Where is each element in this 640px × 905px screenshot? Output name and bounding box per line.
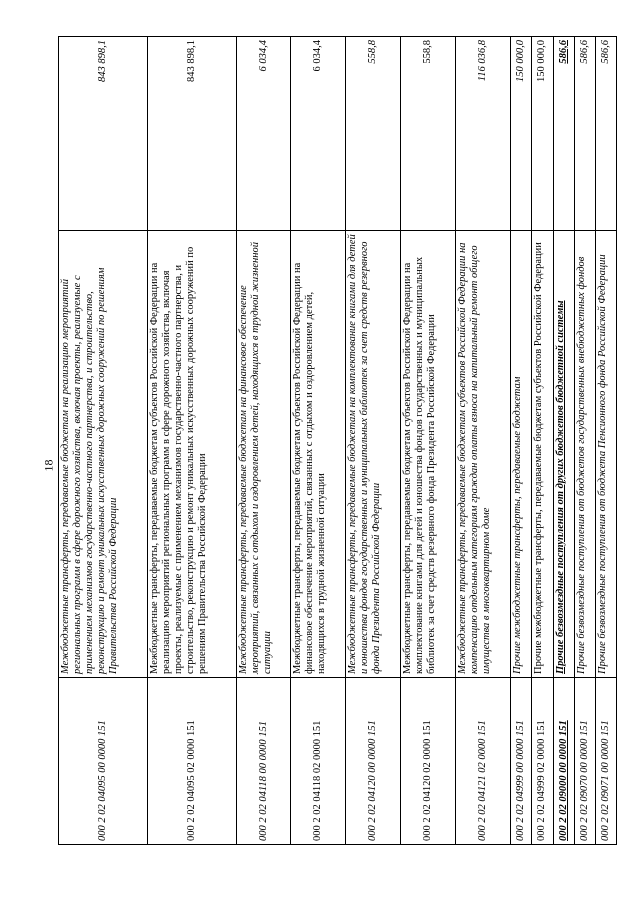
table-row — [291, 37, 346, 845]
page-number: 18 — [41, 459, 56, 472]
table-row — [595, 37, 616, 845]
name-cell: Прочие безвозмездные поступления от бюджета Пенсионного фонда Российской Федерации — [595, 231, 616, 678]
code-cell: 000 2 02 04120 00 0000 151 — [346, 678, 401, 845]
name-cell: Межбюджетные трансферты, передаваемые бюджетам субъектов Российской Федерации на реализацию мероприятий региональных программ в сфере дорожного хозяйства, включая проекты, реализуемые с применением механизмов государственно-частного партнерства, и строительство, реконструкцию и ремонт уникальных искусственных дорожных сооружений по решениям Правительства Российской Федерации — [147, 231, 236, 678]
name-cell: Межбюджетные трансферты, передаваемые бюджетам на финансовое обеспечение мероприятий, связанных с отдыхом и оздоровлением детей, находящихся в трудной жизненной ситуации — [236, 231, 291, 678]
amount-cell: 586,6 — [553, 37, 574, 231]
amount-cell: 558,8 — [346, 37, 401, 231]
code-cell: 000 2 02 04121 02 0000 151 — [456, 678, 511, 845]
table-container — [58, 40, 617, 845]
code-cell: 000 2 02 04999 02 0000 151 — [532, 678, 553, 845]
table-row — [456, 37, 511, 845]
amount-cell: 586,6 — [595, 37, 616, 231]
code-cell: 000 2 02 04095 02 0000 151 — [147, 678, 236, 845]
amount-cell: 843 898,1 — [147, 37, 236, 231]
name-cell: Прочие безвозмездные поступления от бюджетов государственных внебюджетных фондов — [574, 231, 595, 678]
budget-table — [58, 36, 617, 845]
table-row — [401, 37, 456, 845]
name-cell: Прочие межбюджетные трансферты, передаваемые бюджетам субъектов Российской Федерации — [532, 231, 553, 678]
code-cell: 000 2 02 09071 00 0000 151 — [595, 678, 616, 845]
table-row — [553, 37, 574, 845]
code-cell: 000 2 02 04120 02 0000 151 — [401, 678, 456, 845]
name-cell: Межбюджетные трансферты, передаваемые бюджетам субъектов Российской Федерации на комплектование книгами для детей и юношества фондов государственных и муниципальных библиотек за счет средств резервного фонда Президента Российской Федерации — [401, 231, 456, 678]
code-cell: 000 2 02 04999 00 0000 151 — [511, 678, 532, 845]
name-cell: Прочие межбюджетные трансферты, передаваемые бюджетам — [511, 231, 532, 678]
table-row — [346, 37, 401, 845]
name-cell: Прочие безвозмездные поступления от других бюджетов бюджетной системы — [553, 231, 574, 678]
name-cell: Межбюджетные трансферты, передаваемые бюджетам на реализацию мероприятий региональных программ в сфере дорожного хозяйства, включая проекты, реализуемые с применением механизмов государственно-частного партнерства, и строительство, реконструкцию и ремонт уникальных искусственных дорожных сооружений по решениям Правительства Российской Федерации — [59, 231, 148, 678]
amount-cell: 150 000,0 — [511, 37, 532, 231]
table-row — [532, 37, 553, 845]
table-row — [236, 37, 291, 845]
code-cell: 000 2 02 09000 00 0000 151 — [553, 678, 574, 845]
amount-cell: 843 898,1 — [59, 37, 148, 231]
name-cell: Межбюджетные трансферты, передаваемые бюджетам субъектов Российской Федерации на компенсацию отдельным категориям граждан оплаты взноса на капитальный ремонт общего имущества в многоквартирном доме — [456, 231, 511, 678]
table-row — [511, 37, 532, 845]
table-row — [59, 37, 148, 845]
code-cell: 000 2 02 04118 02 0000 151 — [291, 678, 346, 845]
amount-cell: 586,6 — [574, 37, 595, 231]
table-row — [574, 37, 595, 845]
name-cell: Межбюджетные трансферты, передаваемые бюджетам на комплектование книгами для детей и юношества фондов государственных и муниципальных библиотек за счет средств резервного фонда Президента Российской Федерации — [346, 231, 401, 678]
code-cell: 000 2 02 09070 00 0000 151 — [574, 678, 595, 845]
amount-cell: 150 000,0 — [532, 37, 553, 231]
amount-cell: 6 034,4 — [236, 37, 291, 231]
amount-cell: 116 036,8 — [456, 37, 511, 231]
table-row — [147, 37, 236, 845]
code-cell: 000 2 02 04095 00 0000 151 — [59, 678, 148, 845]
amount-cell: 558,8 — [401, 37, 456, 231]
code-cell: 000 2 02 04118 00 0000 151 — [236, 678, 291, 845]
name-cell: Межбюджетные трансферты, передаваемые бюджетам субъектов Российской Федерации на финансовое обеспечение мероприятий, связанных с отдыхом и оздоровлением детей, находящихся в трудной жизненной ситуации — [291, 231, 346, 678]
amount-cell: 6 034,4 — [291, 37, 346, 231]
